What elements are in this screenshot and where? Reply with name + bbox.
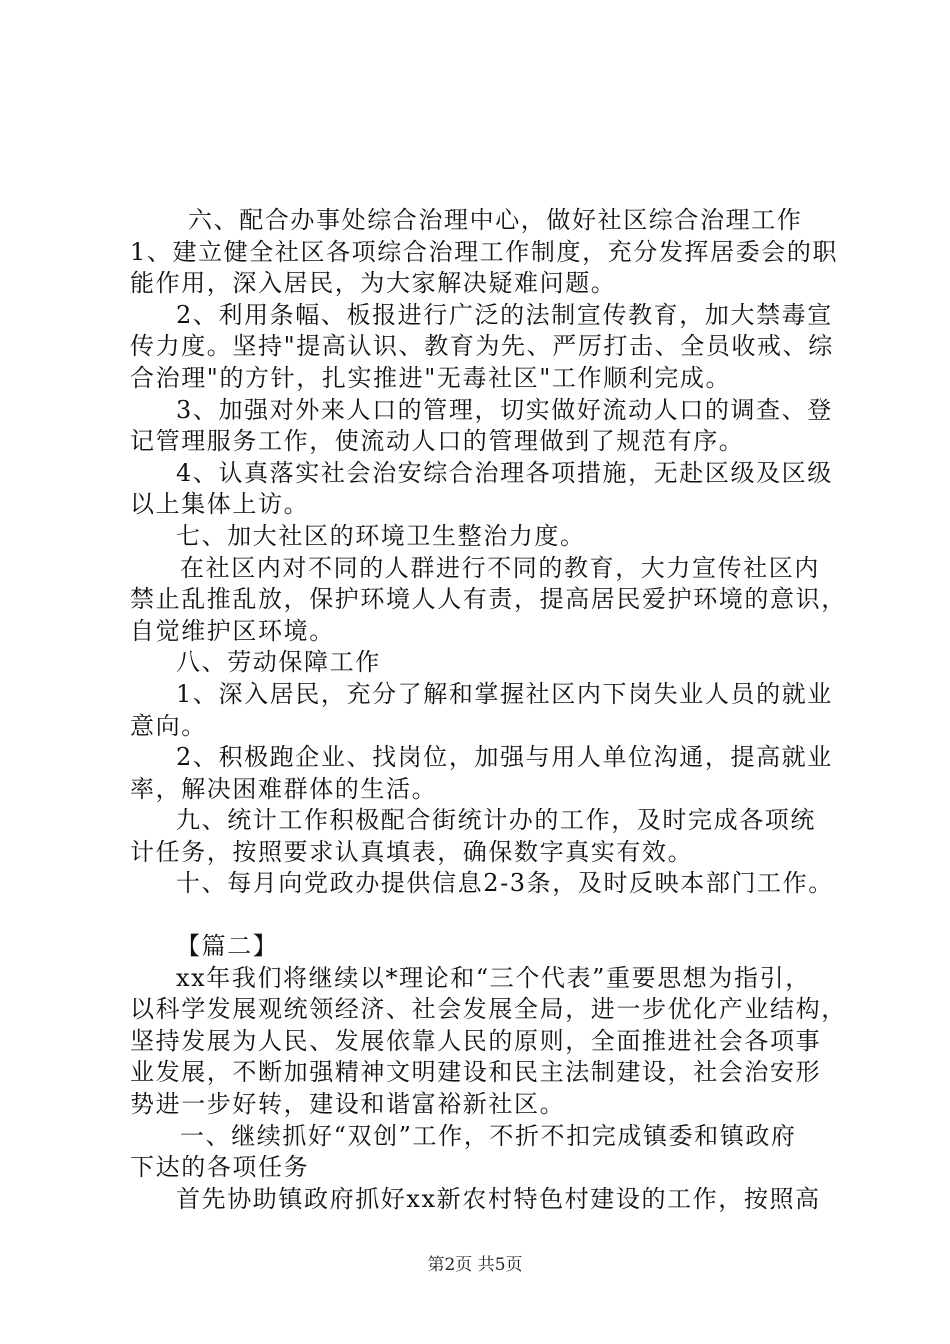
paragraph-line: 业发展，不断加强精神文明建设和民主法制建设，社会治安形	[130, 1058, 822, 1087]
paragraph-line: xx年我们将继续以*理论和“三个代表”重要思想为指引，	[176, 963, 811, 992]
paragraph-line: 计任务，按照要求认真填表，确保数字真实有效。	[130, 837, 694, 866]
section-heading: 七、加大社区的环境卫生整治力度。	[176, 521, 586, 550]
paragraph-line: 率，解决困难群体的生活。	[130, 774, 438, 803]
paragraph-line: 九、统计工作积极配合街统计办的工作，及时完成各项统	[176, 806, 816, 835]
paragraph-line: 1、深入居民，充分了解和掌握社区内下岗失业人员的就业	[176, 679, 833, 708]
document-body	[130, 205, 850, 1215]
paragraph-line: 十、每月向党政办提供信息2-3条，及时反映本部门工作。	[176, 869, 834, 898]
paragraph-line: 1、建立健全社区各项综合治理工作制度，充分发挥居委会的职	[130, 237, 839, 266]
paragraph-line: 意向。	[130, 711, 207, 740]
paragraph-line: 势进一步好转，建设和谐富裕新社区。	[130, 1090, 566, 1119]
section-heading: 六、配合办事处综合治理中心，做好社区综合治理工作	[188, 206, 803, 234]
paragraph-line: 禁止乱推乱放，保护环境人人有责，提高居民爱护环境的意识，	[130, 585, 847, 614]
paragraph-line: 3、加强对外来人口的管理，切实做好流动人口的调查、登	[176, 395, 833, 424]
paragraph-line: 以上集体上访。	[130, 490, 310, 519]
paragraph-line: 记管理服务工作，使流动人口的管理做到了规范有序。	[130, 427, 745, 456]
paragraph-line: 传力度。坚持"提高认识、教育为先、严厉打击、全员收戒、综	[130, 332, 834, 361]
paragraph-line: 下达的各项任务	[130, 1153, 310, 1182]
paragraph-line: 自觉维护区环境。	[130, 616, 335, 645]
paragraph-line: 2、利用条幅、板报进行广泛的法制宣传教育，加大禁毒宣	[176, 300, 833, 329]
paragraph-line: 合治理"的方针，扎实推进"无毒社区"工作顺利完成。	[130, 363, 732, 392]
paragraph-line: 4、认真落实社会治安综合治理各项措施，无赴区级及区级	[176, 458, 833, 487]
section-heading: 一、继续抓好“双创”工作，不折不扣完成镇委和镇政府	[180, 1121, 797, 1150]
page-number-footer: 第2页 共5页	[427, 1255, 523, 1275]
paragraph-line: 首先协助镇政府抓好xx新农村特色村建设的工作，按照高	[176, 1184, 821, 1213]
paragraph-line: 能作用，深入居民，为大家解决疑难问题。	[130, 269, 617, 298]
paragraph-line: 以科学发展观统领经济、社会发展全局，进一步优化产业结构，	[130, 995, 847, 1024]
paragraph-line: 2、积极跑企业、找岗位，加强与用人单位沟通，提高就业	[176, 743, 833, 772]
paragraph-line: 在社区内对不同的人群进行不同的教育，大力宣传社区内	[180, 553, 820, 582]
chapter-heading: 【篇二】	[176, 932, 279, 961]
section-heading: 八、劳动保障工作	[176, 648, 381, 677]
paragraph-line: 坚持发展为人民、发展依靠人民的原则，全面推进社会各项事	[130, 1026, 822, 1055]
